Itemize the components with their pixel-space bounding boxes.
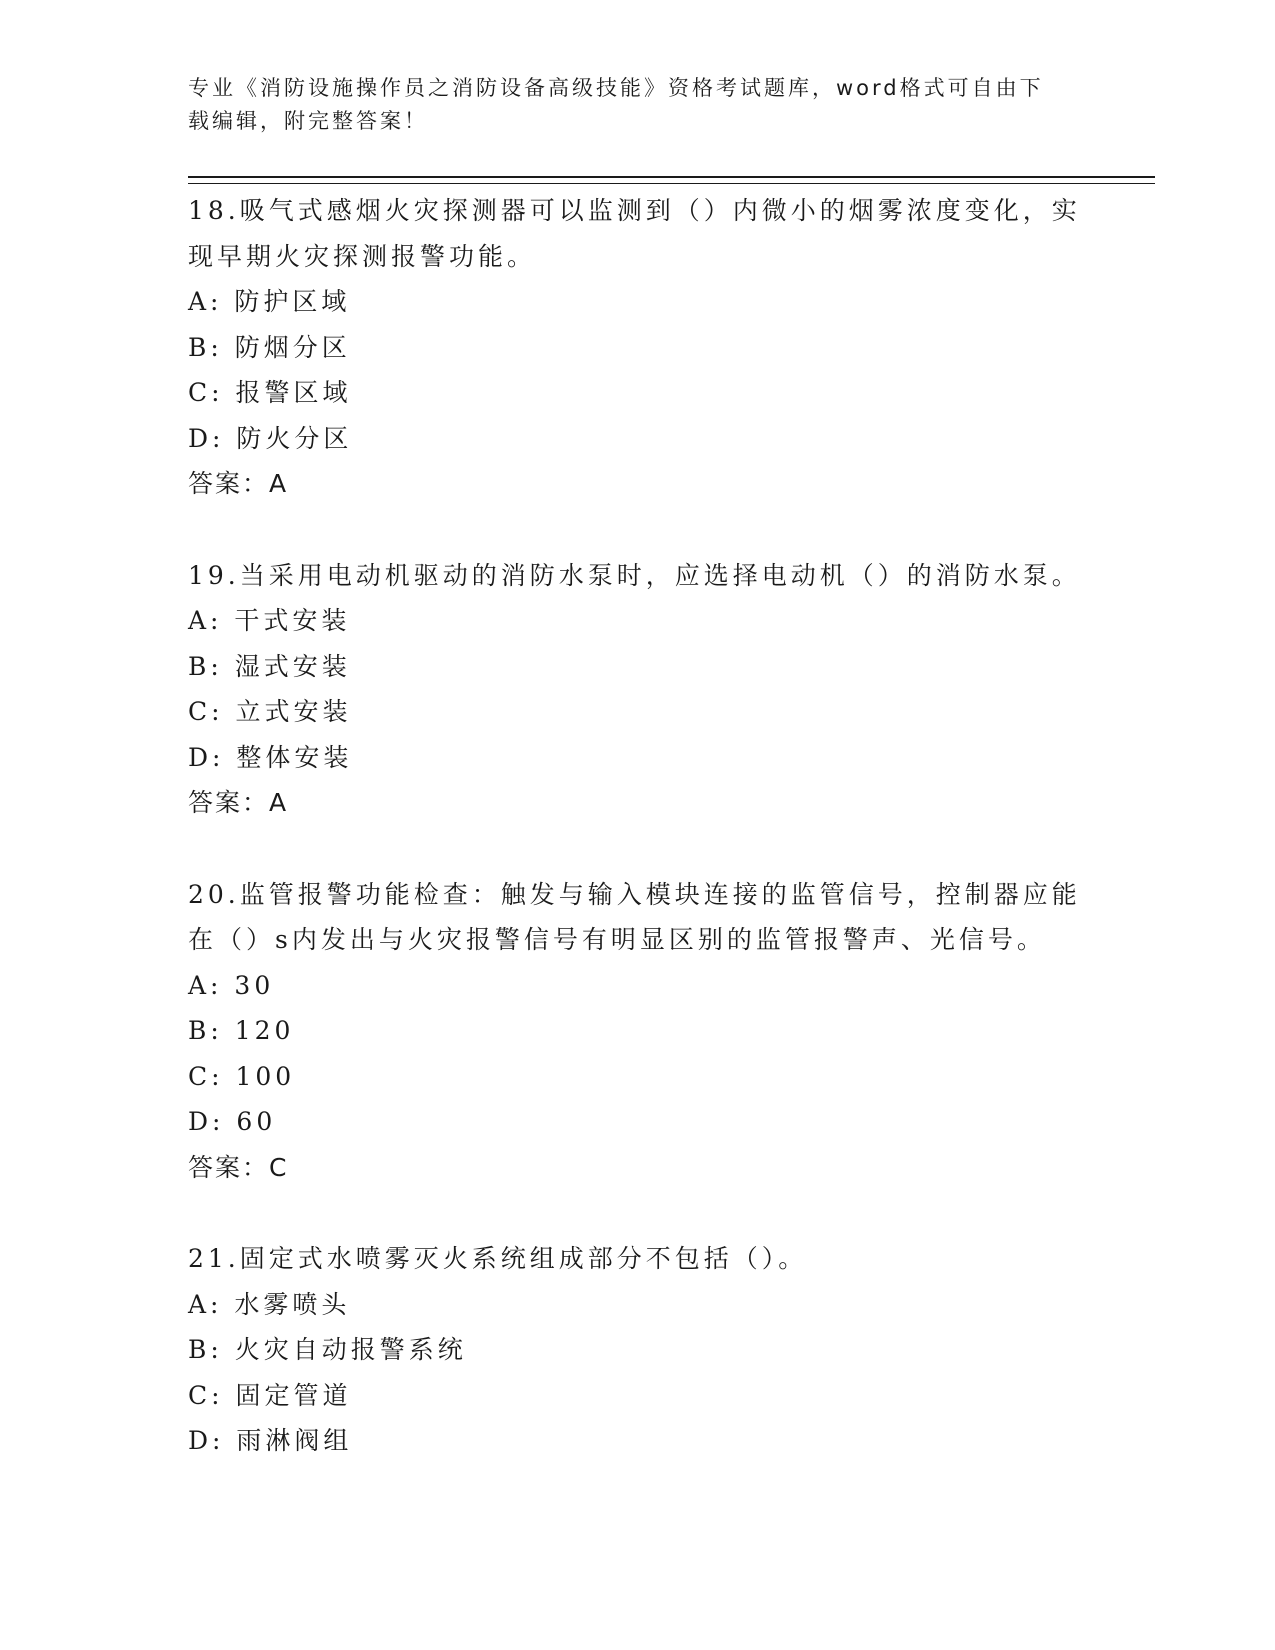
option-d: D: 雨淋阀组 xyxy=(188,1426,353,1455)
option-b: B: 火灾自动报警系统 xyxy=(188,1335,467,1364)
option-d: D: 60 xyxy=(188,1107,277,1136)
option-d: D: 整体安装 xyxy=(188,742,353,772)
header-rule-thin xyxy=(188,183,1155,184)
question-18 xyxy=(188,188,1088,507)
option-b: B: 防烟分区 xyxy=(188,332,351,362)
question-19 xyxy=(188,553,1088,826)
question-stem: 21.固定式水喷雾灭火系统组成部分不包括（）。 xyxy=(188,1244,808,1273)
question-stem: 现早期火灾探测报警功能。 xyxy=(188,241,537,271)
option-b: B: 120 xyxy=(188,1016,295,1045)
question-stem: 20.监管报警功能检查：触发与输入模块连接的监管信号，控制器应能 xyxy=(188,879,1081,909)
header-rule-thick xyxy=(188,176,1155,178)
question-stem: 19.当采用电动机驱动的消防水泵时，应选择电动机（）的消防水泵。 xyxy=(188,560,1081,590)
option-a: A: 防护区域 xyxy=(188,287,351,316)
option-b: B: 湿式安装 xyxy=(188,651,351,681)
option-a: A: 水雾喷头 xyxy=(188,1289,351,1319)
header-line-1: 专业《消防设施操作员之消防设备高级技能》资格考试题库，word格式可自由下 xyxy=(188,76,1044,100)
option-c: C: 100 xyxy=(188,1061,296,1091)
question-stem: 18.吸气式感烟火灾探测器可以监测到（）内微小的烟雾浓度变化，实 xyxy=(188,196,1081,225)
question-21 xyxy=(188,1236,1088,1464)
answer: 答案：A xyxy=(188,788,289,817)
question-20 xyxy=(188,872,1088,1191)
document-header xyxy=(188,72,1068,138)
answer: 答案：A xyxy=(188,469,289,498)
answer: 答案：C xyxy=(188,1152,289,1182)
option-a: A: 30 xyxy=(188,970,275,1000)
question-stem: 在（）s内发出与火灾报警信号有明显区别的监管报警声、光信号。 xyxy=(188,925,1046,954)
header-line-2: 载编辑，附完整答案！ xyxy=(188,109,428,133)
option-a: A: 干式安装 xyxy=(188,606,351,635)
option-d: D: 防火分区 xyxy=(188,423,353,453)
option-c: C: 报警区域 xyxy=(188,378,352,407)
option-c: C: 固定管道 xyxy=(188,1380,352,1410)
question-list xyxy=(188,188,1088,1510)
option-c: C: 立式安装 xyxy=(188,697,352,726)
